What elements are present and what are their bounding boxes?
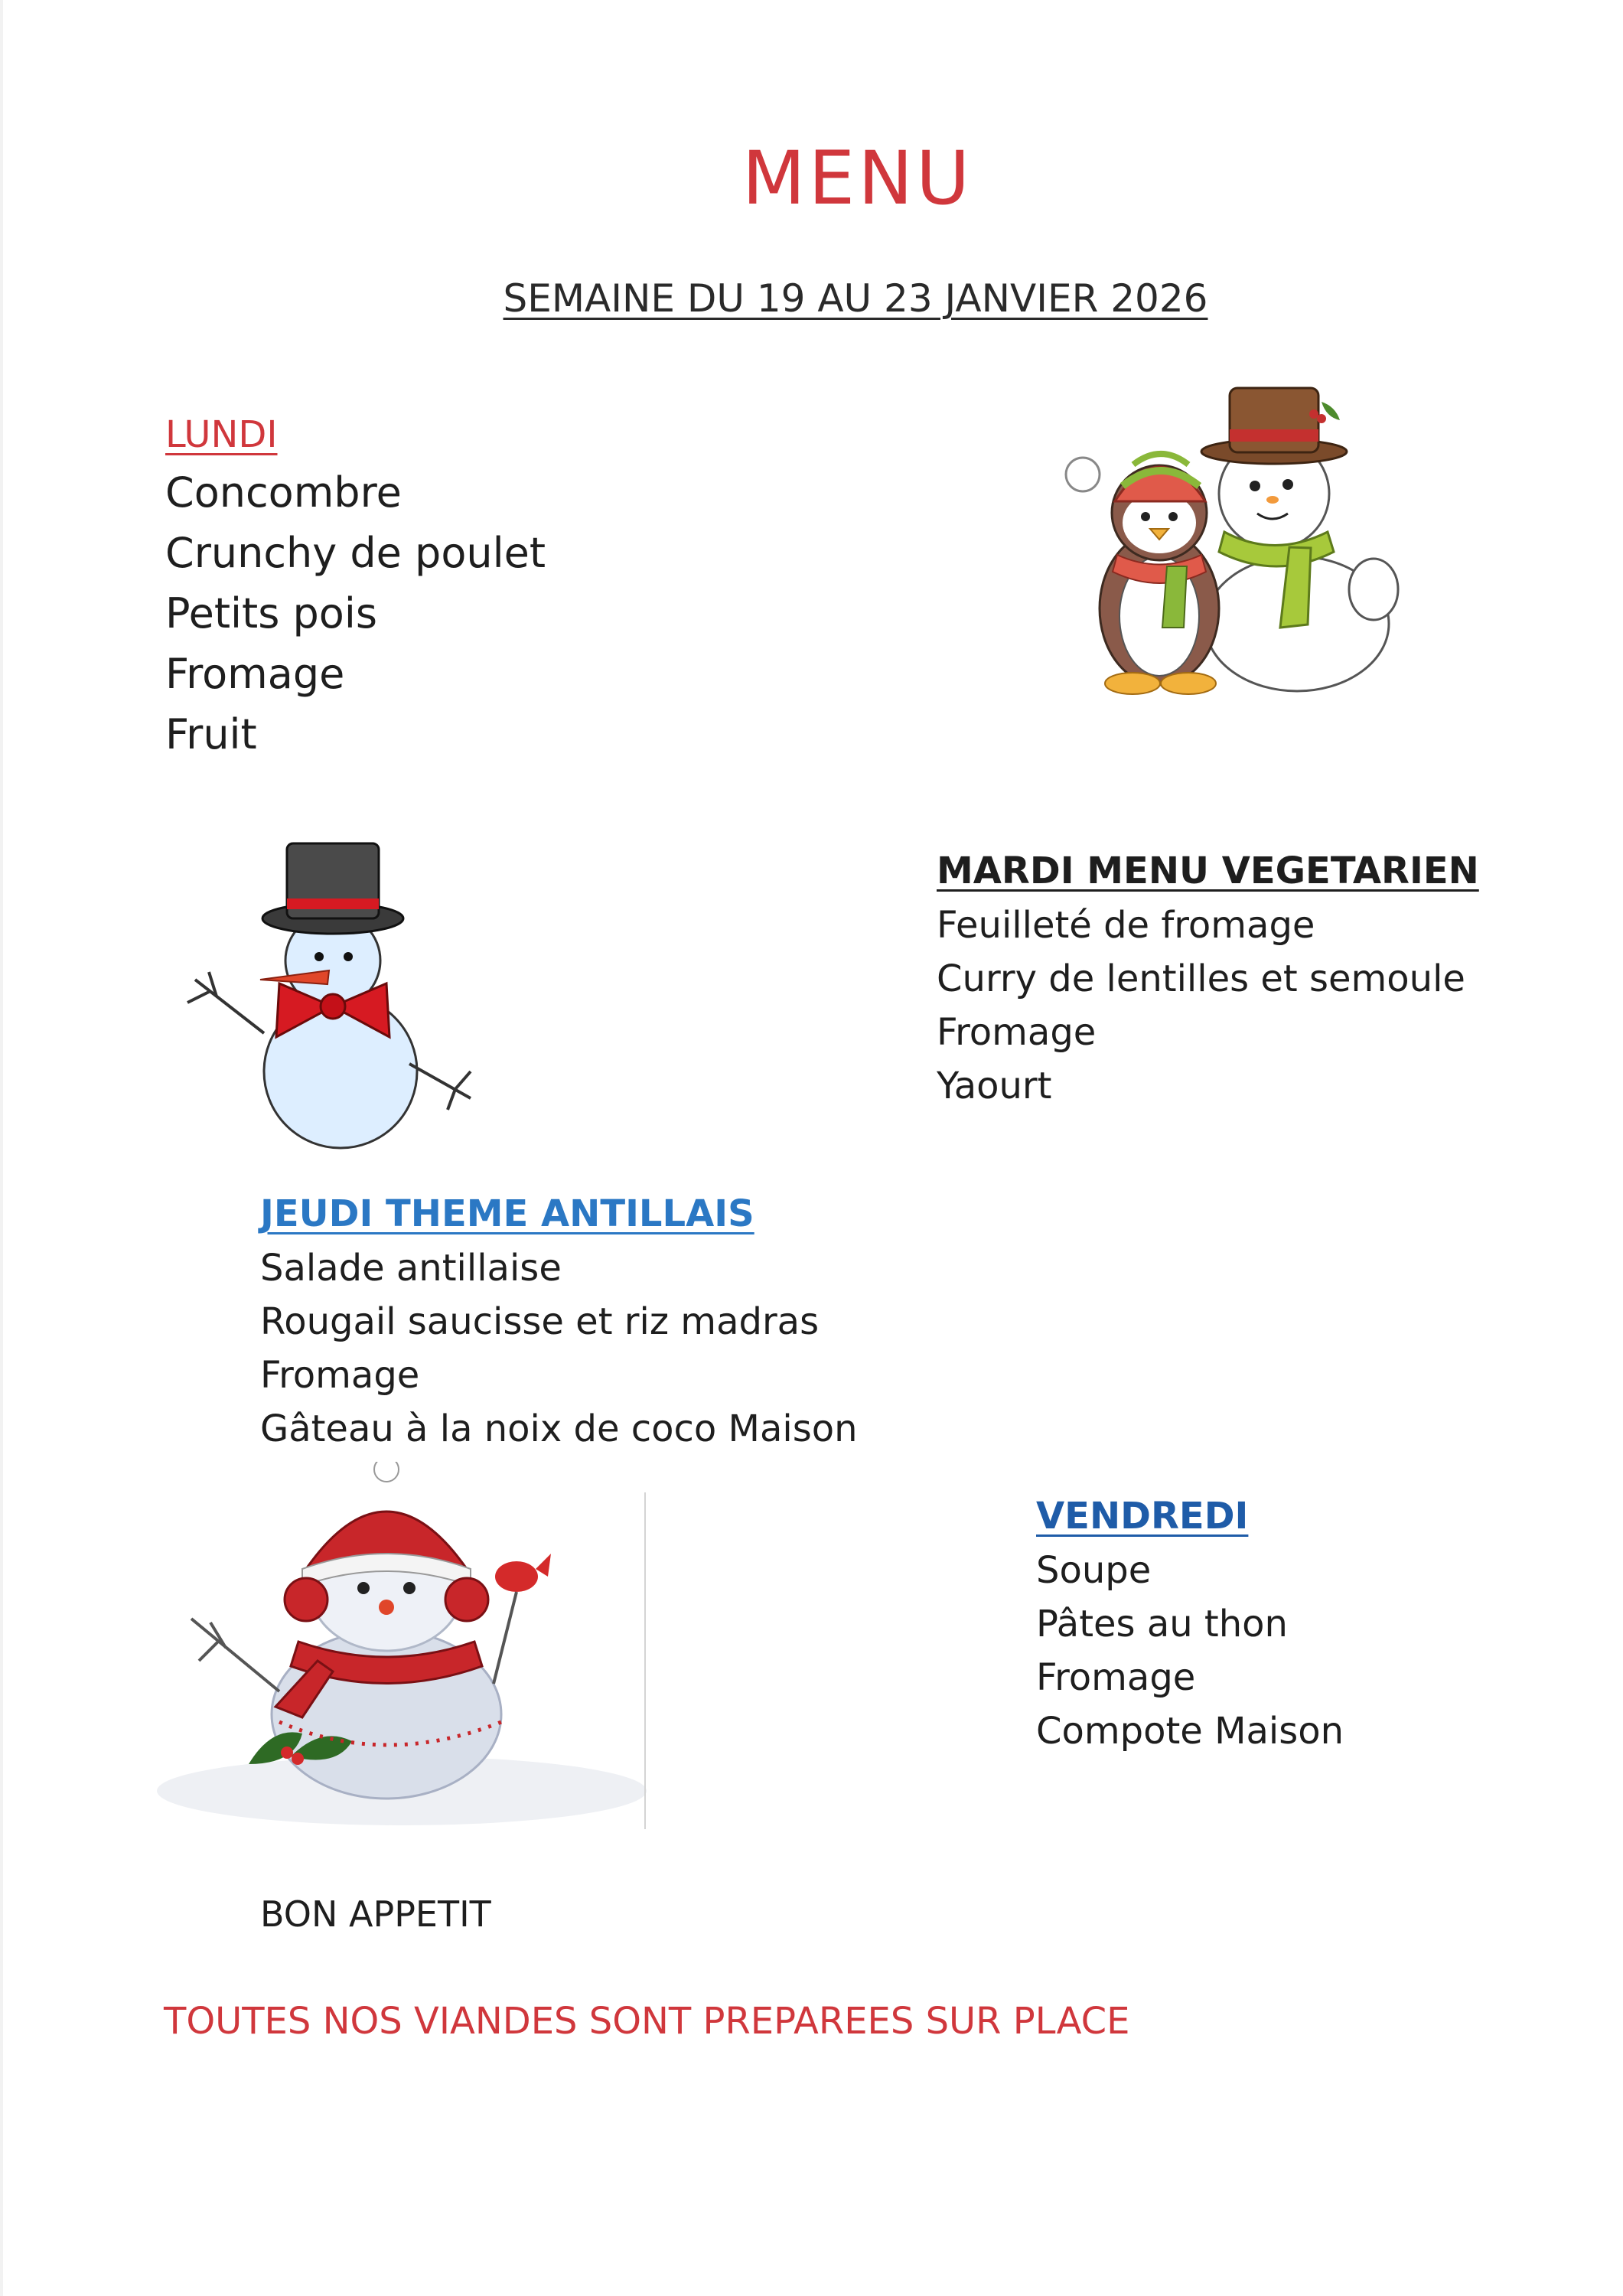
dish-item: Crunchy de poulet [165, 528, 546, 577]
dish-item: Salade antillaise [260, 1246, 562, 1290]
day-heading: VENDREDI [1036, 1495, 1249, 1538]
bon-appetit-text: BON APPETIT [260, 1893, 491, 1935]
dish-list [165, 462, 546, 765]
dish-item: Pâtes au thon [1036, 1602, 1288, 1645]
divider-line [644, 1492, 646, 1829]
day-section-jeudi [260, 1192, 858, 1456]
dish-item: Fromage [1036, 1655, 1196, 1699]
day-section-mardi [937, 850, 1479, 1113]
dish-item: Fromage [165, 649, 345, 698]
glitter-snowman-illustration [157, 1462, 647, 1829]
week-dates: SEMAINE DU 19 AU 23 JANVIER 2026 [503, 276, 1208, 321]
day-heading: LUNDI [165, 413, 278, 456]
dish-item: Yaourt [937, 1064, 1052, 1107]
day-section-vendredi [1036, 1495, 1344, 1758]
dish-item: Curry de lentilles et semoule [937, 957, 1465, 1000]
dish-item: Petits pois [165, 589, 377, 638]
dish-item: Gâteau à la noix de coco Maison [260, 1407, 858, 1450]
page-edge [0, 0, 3, 2296]
day-section-lundi [165, 413, 546, 765]
day-heading: MARDI MENU VEGETARIEN [937, 850, 1479, 892]
day-heading: JEUDI THEME ANTILLAIS [260, 1192, 754, 1235]
dish-list [1036, 1544, 1344, 1758]
dish-item: Compote Maison [1036, 1709, 1344, 1753]
dish-item: Rougail saucisse et riz madras [260, 1300, 820, 1343]
page-title: MENU [741, 135, 973, 221]
dish-item: Fruit [165, 709, 257, 758]
dish-item: Concombre [165, 468, 402, 517]
snowman-couple-illustration [1052, 379, 1419, 700]
dish-item: Fromage [937, 1010, 1097, 1054]
top-hat-snowman-illustration [180, 834, 501, 1156]
dish-list [260, 1241, 858, 1456]
dish-item: Fromage [260, 1353, 420, 1397]
meat-notice: TOUTES NOS VIANDES SONT PREPAREES SUR PLACE [164, 2000, 1130, 2043]
dish-item: Feuilleté de fromage [937, 903, 1315, 947]
dish-item: Soupe [1036, 1548, 1152, 1592]
dish-list [937, 899, 1479, 1113]
